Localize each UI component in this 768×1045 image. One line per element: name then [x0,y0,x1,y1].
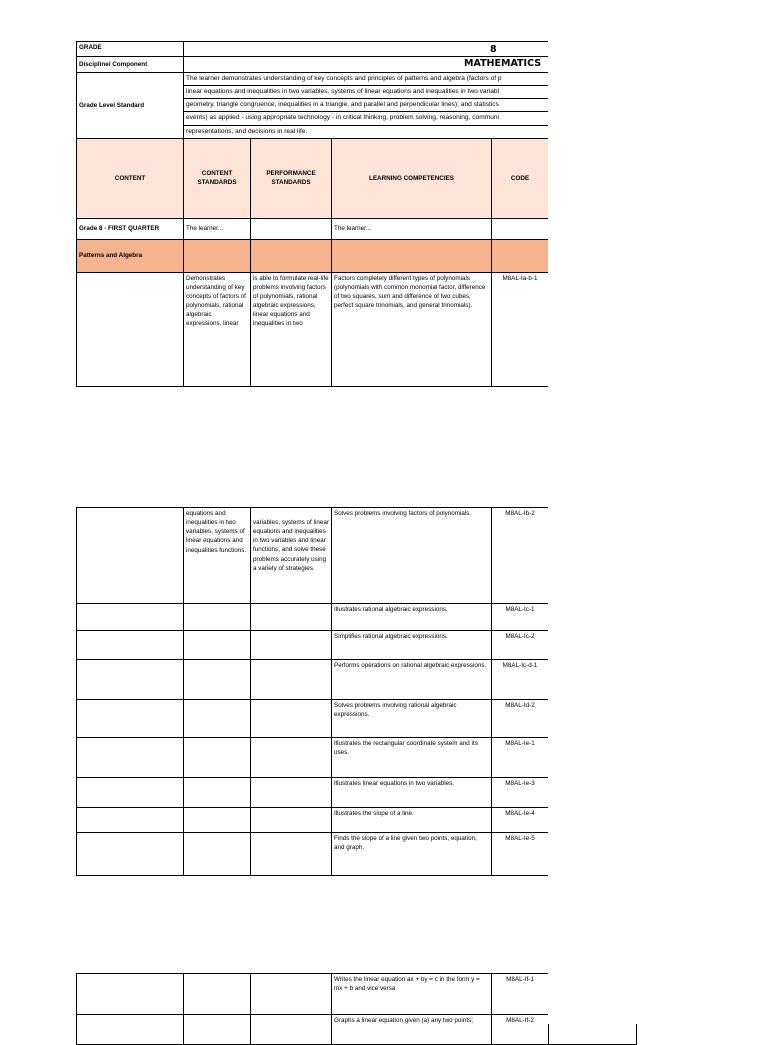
gls-line-2: linear equations and inequalities in two variables, systems of linear equations and inequalities in two variabl [184,86,636,99]
gls-line-1: The learner demonstrates understanding of key concepts and principles of patterns and algebra (factors of p [184,73,636,86]
row-competency: Illustrates the rectangular coordinate system and its uses. [332,738,492,778]
grade-value: 8 [490,44,497,55]
row-competency: Writes the linear equation ax + by = c in the form y = mx + b and vice versa [332,974,492,1015]
row-content [77,700,184,738]
row-competency: Illustrates the slope of a line. [332,808,492,833]
column-header-content: CONTENT [77,138,184,218]
row-competency: Illustrates rational algebraic expressions. [332,604,492,631]
row-content-standards [184,778,251,808]
discipline-label: Discipline/ Component [77,56,184,72]
row-performance-standards [251,778,332,808]
row-competency: Illustrates linear equations in two variables. [332,778,492,808]
row-content [77,272,184,386]
domain-cell-3 [251,239,332,272]
row-performance-standards [251,700,332,738]
column-header-learning-competencies: LEARNING COMPETENCIES [332,138,492,218]
row-performance-standards [251,833,332,876]
row-content-standards [184,660,251,700]
row-content-standards [184,808,251,833]
row-code: M8AL-Ia-b-1 [492,272,549,386]
content-standards-line-1: CONTENT [201,170,233,178]
row-content-standards [184,738,251,778]
row-content [77,604,184,631]
row-content-standards: equations and inequalities in two variables, systems of linear equations and inequalities functions. [184,508,251,604]
row-content [77,631,184,660]
row-code: M8AL-Ie-1 [492,738,549,778]
page-crop-mask [548,0,768,1024]
gls-line-4: events) as applied - using appropriate technology - in critical thinking, problem solving, reasoning, communi [184,112,636,125]
row-performance-standards [251,974,332,1015]
row-content [77,1015,184,1045]
row-performance-standards [251,808,332,833]
row-content-standards [184,974,251,1015]
row-content-standards [184,604,251,631]
domain-label: Patterns and Algebra [77,239,184,272]
row-performance-standards [251,508,332,604]
quarter-content-standards: The learner... [184,218,251,239]
row-competency: Graphs a linear equation given (a) any two points; [332,1015,492,1045]
row-competency: Solves problems involving rational algebraic expressions. [332,700,492,738]
row-performance-standards [251,660,332,700]
row-code: M8AL-Ie-3 [492,778,549,808]
row-performance-standards: is able to formulate real-life problems involving factors of polynomials, rational algebraic expressions, linear equations and inequalities in two [251,272,332,386]
row-code: M8AL-If-1 [492,974,549,1015]
row-code: M8AL-Ic-1 [492,604,549,631]
quarter-code [492,218,549,239]
row-content-standards [184,833,251,876]
performance-standards-line-1: PERFORMANCE [266,170,316,178]
row-content-standards [184,700,251,738]
row-content [77,508,184,604]
row-code: M8AL-Ic-d-1 [492,660,549,700]
row-competency: Finds the slope of a line given two points, equation, and graph. [332,833,492,876]
row-competency: Solves problems involving factors of polynomials. [332,508,492,604]
performance-standards-line-2: STANDARDS [271,179,311,187]
grade-level-standard-label: Grade Level Standard [77,72,184,138]
row-performance-standards [251,631,332,660]
row-content [77,808,184,833]
row-content [77,778,184,808]
row-content-standards [184,631,251,660]
row-competency: Simplifies rational algebraic expressions. [332,631,492,660]
domain-cell-2 [184,239,251,272]
gls-line-5: representations, and decisions in real life. [186,127,308,135]
quarter-label: Grade 8 - FIRST QUARTER [77,218,184,239]
row-code: M8AL-Ic-2 [492,631,549,660]
row-code: M8AL-Id-2 [492,700,549,738]
row-code: M8AL-Ie-4 [492,808,549,833]
row-performance-standards [251,604,332,631]
row-content [77,660,184,700]
column-header-performance-standards [251,138,332,218]
row-content-standards: Demonstrates understanding of key concepts of factors of polynomials, rational algebraic expressions, linear [184,272,251,386]
row-content [77,738,184,778]
row-competency: Factors completely different types of polynomials (polynomials with common monomial factor, difference of two squares, sum and difference of two cubes, perfect square trinomials, and general trinomials). [332,272,492,386]
column-header-code: CODE [492,138,549,218]
performance-standards-text: variables, systems of linear equations and inequalities in two variables and linear functions, and solve these problems accurately using a variety of strategies. [253,519,329,572]
discipline-value: MATHEMATICS [464,58,542,70]
row-code: M8AL-Ib-2 [492,508,549,604]
column-header-content-standards [184,138,251,218]
gls-line-3: geometry, triangle congruence, inequalities in a triangle, and parallel and perpendicular lines); and statistics [184,99,636,112]
row-competency: Performs operations on rational algebraic expressions. [332,660,492,700]
quarter-performance-standards [251,218,332,239]
row-content [77,974,184,1015]
row-code: M8AL-If-2 [492,1015,549,1045]
row-content [77,833,184,876]
domain-cell-4 [332,239,492,272]
row-code: M8AL-Ie-5 [492,833,549,876]
row-content-standards [184,1015,251,1045]
row-performance-standards [251,738,332,778]
domain-cell-5 [492,239,549,272]
content-standards-line-2: STANDARDS [197,179,237,187]
row-performance-standards [251,1015,332,1045]
grade-label: GRADE [77,42,184,57]
quarter-learning-competencies: The learner... [332,218,492,239]
